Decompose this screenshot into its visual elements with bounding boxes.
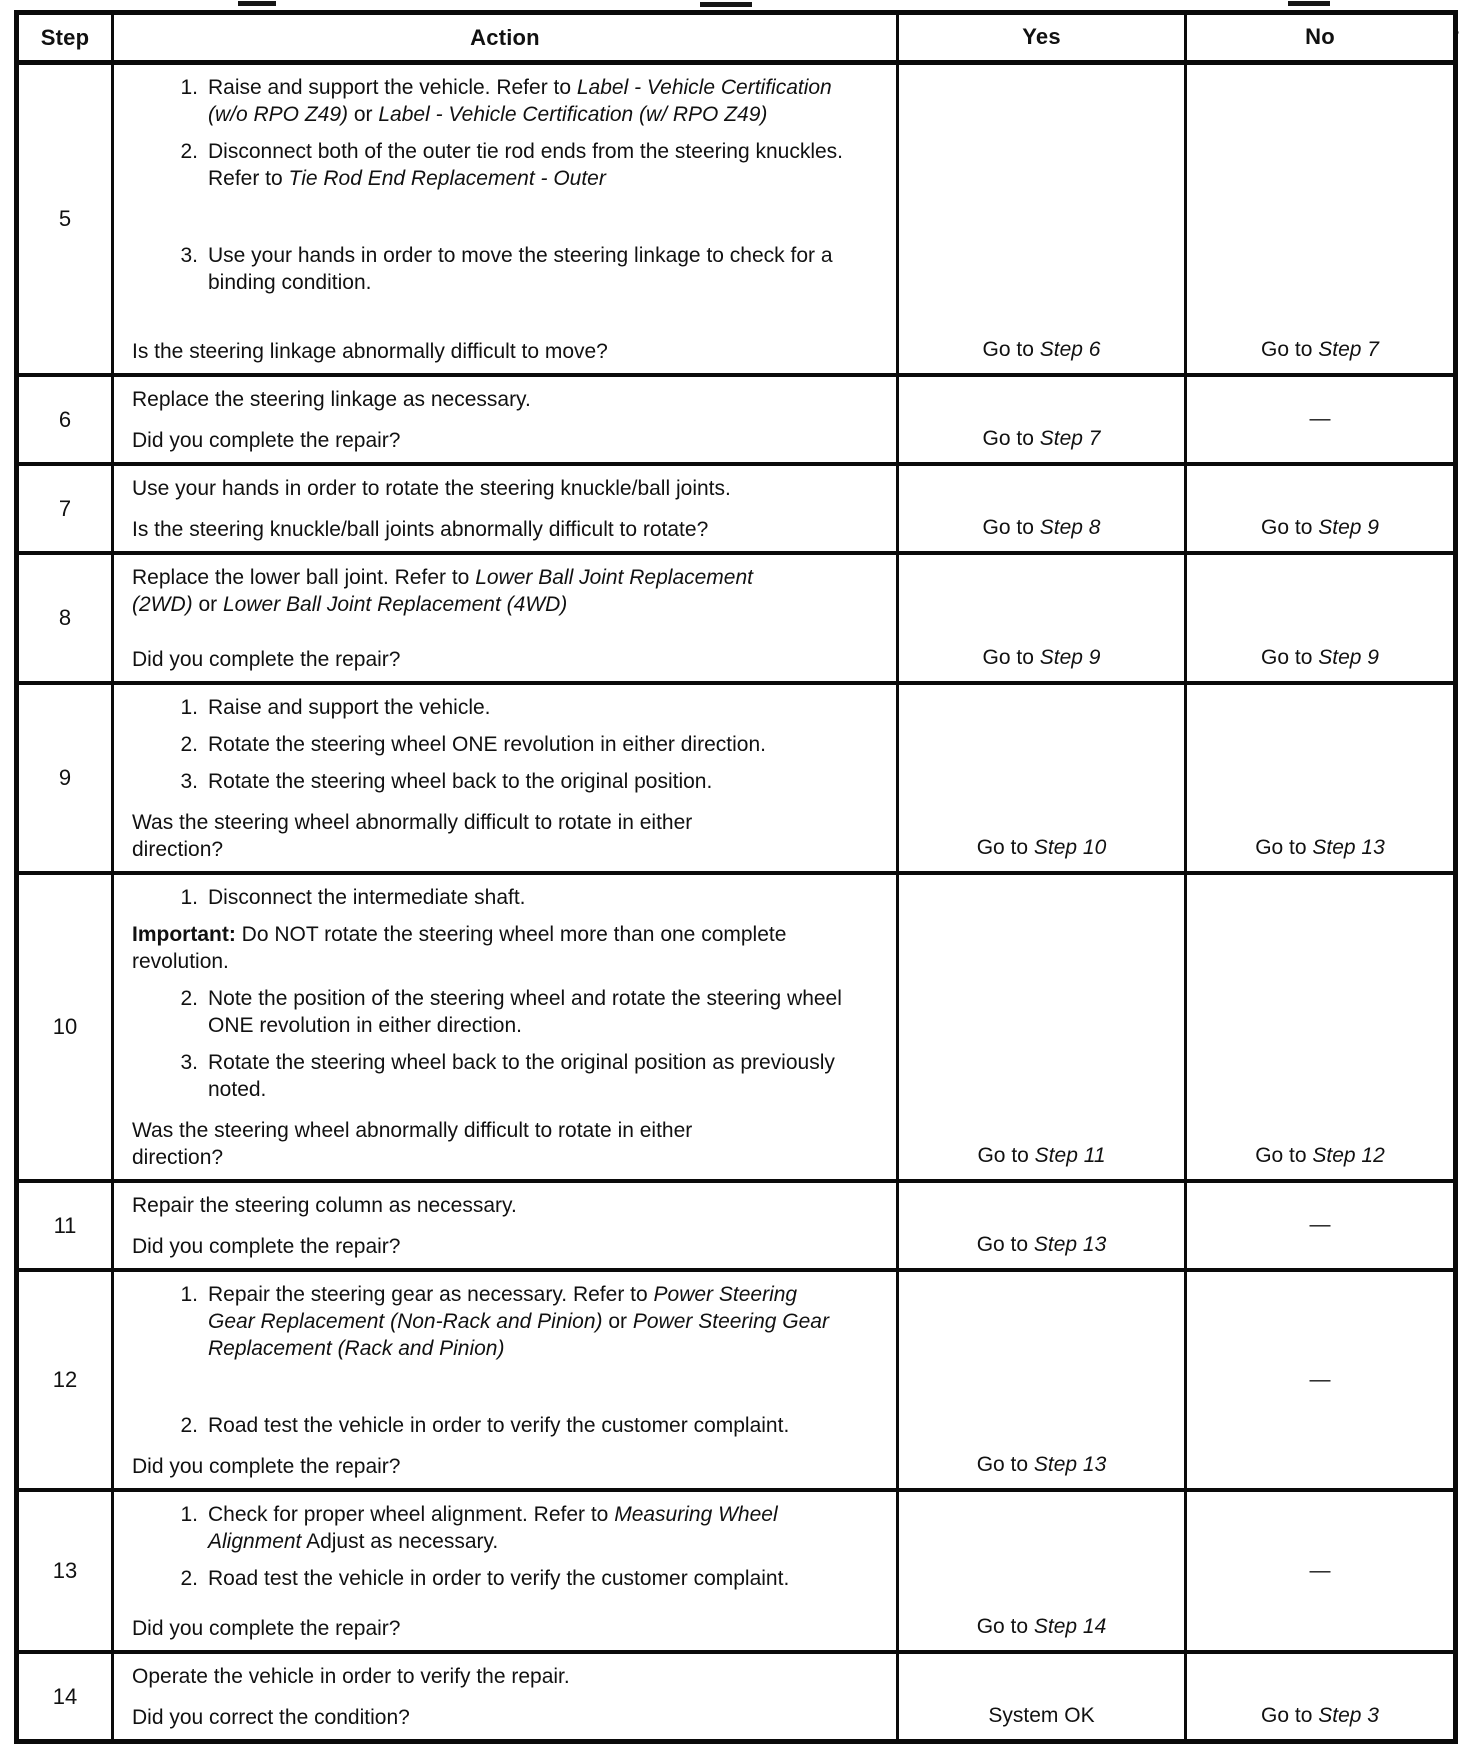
text-segment: Did you complete the repair? <box>132 1455 401 1478</box>
text-segment: Rotate the steering wheel back to the original position as previously noted. <box>208 1051 835 1101</box>
yes-directive <box>983 425 1101 452</box>
yes-directive <box>977 1231 1107 1258</box>
text-segment: Go to <box>1261 1704 1319 1727</box>
text-segment: Repair the steering column as necessary. <box>132 1194 517 1217</box>
text-segment: Step 7 <box>1039 427 1101 450</box>
action-paragraph <box>132 921 787 975</box>
action-paragraph <box>132 564 787 618</box>
no-directive <box>1261 1702 1379 1729</box>
table-row <box>19 377 1453 466</box>
text-segment: Step 13 <box>1033 1453 1107 1476</box>
text-segment: Step 9 <box>1318 516 1379 539</box>
item-text <box>208 1412 789 1439</box>
no-column-header: No <box>1184 15 1453 60</box>
yes-directive <box>983 336 1101 363</box>
text-segment: Lower Ball Joint Replacement (2WD) <box>132 566 753 616</box>
text-segment: Label - Vehicle Certification (w/ RPO Z49) <box>378 103 768 126</box>
no-cell <box>1184 1272 1453 1488</box>
text-segment: Power Steering Gear Replacement (Rack and Pinion) <box>208 1310 829 1360</box>
yes-directive <box>977 1142 1105 1169</box>
step-column-header: Step <box>40 24 90 50</box>
table-row <box>19 466 1453 555</box>
item-number: 1. <box>180 76 198 99</box>
text-segment: Go to <box>1255 1144 1313 1167</box>
yes-cell <box>896 1654 1184 1739</box>
action-cell <box>111 377 896 462</box>
yes-cell <box>896 1272 1184 1488</box>
text-segment: or <box>602 1310 633 1333</box>
text-segment: Measuring Wheel Alignment <box>208 1503 778 1553</box>
text-segment: Label - Vehicle Certification (w/o RPO Z49) <box>208 76 832 126</box>
numbered-item <box>132 768 886 795</box>
text-segment: Tie Rod End Replacement - Outer <box>288 167 606 190</box>
item-number: 1. <box>180 1283 198 1306</box>
text-segment: Go to <box>982 516 1040 539</box>
item-text <box>208 1501 848 1555</box>
step-number: 6 <box>58 406 72 432</box>
numbered-item <box>132 1412 886 1439</box>
numbered-item <box>132 884 886 911</box>
text-segment: Disconnect the intermediate shaft. <box>208 886 526 909</box>
no-directive <box>1255 1142 1385 1169</box>
text-segment: Step 6 <box>1039 338 1101 361</box>
text-segment: Go to <box>1261 646 1319 669</box>
action-cell <box>111 466 896 551</box>
action-question <box>132 1700 787 1731</box>
item-text <box>208 1565 789 1592</box>
yes-cell <box>896 555 1184 681</box>
numbered-item <box>132 1501 886 1555</box>
no-cell <box>1184 377 1453 462</box>
text-segment: or <box>192 593 223 616</box>
action-cell <box>111 555 896 681</box>
text-segment: Step 13 <box>1033 1233 1107 1256</box>
text-segment: Was the steering wheel abnormally difficult to rotate in either direction? <box>132 811 693 861</box>
no-cell <box>1184 555 1453 681</box>
no-cell <box>1184 1492 1453 1650</box>
action-cell <box>111 65 896 373</box>
text-segment: Replace the lower ball joint. Refer to <box>132 566 476 589</box>
text-segment: Replace the steering linkage as necessary. <box>132 388 531 411</box>
text-segment: Important: <box>132 923 236 946</box>
no-cell <box>1184 466 1453 551</box>
text-segment: Step 14 <box>1033 1615 1107 1638</box>
yes-directive <box>983 644 1101 671</box>
text-segment: Raise and support the vehicle. <box>208 696 491 719</box>
yes-cell <box>896 1183 1184 1268</box>
text-segment: Step 10 <box>1033 836 1107 859</box>
action-question <box>132 1229 787 1260</box>
yes-directive <box>983 514 1101 541</box>
item-number: 1. <box>180 886 198 909</box>
item-number: 3. <box>180 244 198 267</box>
action-cell <box>111 875 896 1179</box>
text-segment: Did you complete the repair? <box>132 1235 401 1258</box>
numbered-item <box>132 1281 886 1362</box>
yes-directive <box>977 834 1107 861</box>
text-segment: Raise and support the vehicle. Refer to <box>208 76 577 99</box>
text-segment: Go to <box>1255 836 1313 859</box>
action-question <box>132 423 787 454</box>
action-question <box>132 642 787 673</box>
yes-cell <box>896 685 1184 871</box>
text-segment: Go to <box>976 1615 1034 1638</box>
item-number: 2. <box>180 1567 198 1590</box>
action-cell <box>111 685 896 871</box>
item-text <box>208 242 848 296</box>
numbered-item <box>132 731 886 758</box>
text-segment: Did you complete the repair? <box>132 429 401 452</box>
text-segment: Step 7 <box>1318 338 1379 361</box>
text-segment: Go to <box>982 427 1040 450</box>
no-directive <box>1255 834 1385 861</box>
action-question <box>132 512 787 543</box>
text-segment: Go to <box>976 1453 1034 1476</box>
action-paragraph <box>132 1663 787 1690</box>
item-text <box>208 768 712 795</box>
action-cell <box>111 1654 896 1739</box>
no-cell <box>1184 1654 1453 1739</box>
action-cell <box>111 1492 896 1650</box>
em-dash: — <box>1309 1558 1331 1582</box>
text-segment: Step 9 <box>1039 646 1101 669</box>
text-segment: Step 11 <box>1034 1144 1106 1167</box>
text-segment: Go to <box>982 646 1040 669</box>
text-segment: Step 8 <box>1039 516 1101 539</box>
action-column-header: Action <box>111 15 896 60</box>
yes-column-header: Yes <box>896 15 1184 60</box>
numbered-item <box>132 1565 886 1592</box>
no-directive <box>1261 336 1379 363</box>
step-number: 9 <box>58 765 72 790</box>
table-row <box>19 685 1453 875</box>
item-number: 3. <box>180 1051 198 1074</box>
text-segment: Go to <box>976 1233 1034 1256</box>
item-number: 2. <box>180 1414 198 1437</box>
item-number: 3. <box>180 770 198 793</box>
numbered-item <box>132 694 886 721</box>
text-segment: Check for proper wheel alignment. Refer to <box>208 1503 615 1526</box>
action-question <box>132 1611 787 1642</box>
no-cell <box>1184 685 1453 871</box>
text-segment: Go to <box>977 1144 1035 1167</box>
table-row <box>19 1492 1453 1654</box>
step-number: 12 <box>52 1367 78 1392</box>
no-cell <box>1184 65 1453 373</box>
table-row <box>19 1272 1453 1492</box>
table-header-row <box>19 15 1453 65</box>
table-row <box>19 875 1453 1183</box>
numbered-item <box>132 242 886 296</box>
numbered-item <box>132 74 886 128</box>
table-row <box>19 1654 1453 1739</box>
item-number: 1. <box>180 696 198 719</box>
item-number: 2. <box>180 987 198 1010</box>
step-number: 5 <box>58 206 72 231</box>
action-paragraph <box>132 475 787 502</box>
item-number: 1. <box>180 1503 198 1526</box>
step-number: 7 <box>58 495 72 521</box>
table-row <box>19 555 1453 685</box>
text-segment: Was the steering wheel abnormally difficult to rotate in either direction? <box>132 1119 693 1169</box>
numbered-item <box>132 1049 886 1103</box>
text-segment: Go to <box>976 836 1034 859</box>
table-row <box>19 65 1453 377</box>
item-text <box>208 1281 848 1362</box>
action-cell <box>111 1272 896 1488</box>
yes-directive <box>977 1613 1107 1640</box>
no-directive <box>1261 644 1379 671</box>
item-number: 2. <box>180 733 198 756</box>
text-segment: Is the steering knuckle/ball joints abnormally difficult to rotate? <box>132 518 709 541</box>
text-segment: Use your hands in order to rotate the steering knuckle/ball joints. <box>132 477 731 500</box>
item-number: 2. <box>180 140 198 163</box>
action-question <box>132 1113 787 1171</box>
em-dash: — <box>1309 407 1331 430</box>
text-segment: System OK <box>988 1704 1095 1727</box>
numbered-item <box>132 985 886 1039</box>
no-cell <box>1184 875 1453 1179</box>
yes-cell <box>896 466 1184 551</box>
item-text <box>208 985 848 1039</box>
text-segment: Do NOT rotate the steering wheel more than one complete revolution. <box>132 923 787 973</box>
item-text <box>208 1049 848 1103</box>
text-segment: Power Steering Gear Replacement (Non-Rack and Pinion) <box>208 1283 798 1333</box>
text-segment: Did you complete the repair? <box>132 1617 401 1640</box>
text-segment: Road test the vehicle in order to verify the customer complaint. <box>208 1567 790 1590</box>
yes-directive <box>977 1451 1107 1478</box>
yes-directive <box>988 1702 1094 1729</box>
item-text <box>208 694 491 721</box>
step-number: 10 <box>52 1014 78 1039</box>
step-number: 14 <box>52 1683 78 1709</box>
numbered-item <box>132 138 886 192</box>
text-segment: Use your hands in order to move the steering linkage to check for a binding condition. <box>208 244 833 294</box>
yes-cell <box>896 65 1184 373</box>
text-segment: Is the steering linkage abnormally difficult to move? <box>132 340 608 363</box>
step-number: 13 <box>52 1558 78 1583</box>
text-segment: Note the position of the steering wheel and rotate the steering wheel ONE revolution in either direction. <box>208 987 842 1037</box>
text-segment: or <box>348 103 379 126</box>
item-text <box>208 884 526 911</box>
text-segment: Step 3 <box>1318 1704 1379 1727</box>
item-text <box>208 731 766 758</box>
item-text <box>208 74 848 128</box>
text-segment: Did you complete the repair? <box>132 648 401 671</box>
text-segment: Did you correct the condition? <box>132 1706 410 1729</box>
no-cell <box>1184 1183 1453 1268</box>
action-paragraph <box>132 386 787 413</box>
text-segment: Disconnect both of the outer tie rod ends from the steering knuckles. Refer to <box>208 140 844 190</box>
action-question <box>132 805 787 863</box>
text-segment: Operate the vehicle in order to verify the repair. <box>132 1665 570 1688</box>
em-dash: — <box>1309 1367 1331 1391</box>
step-number: 11 <box>53 1212 77 1238</box>
yes-cell <box>896 875 1184 1179</box>
text-segment: Lower Ball Joint Replacement (4WD) <box>223 593 568 616</box>
text-segment: Go to <box>982 338 1040 361</box>
item-text <box>208 138 848 192</box>
no-directive <box>1261 514 1379 541</box>
text-segment: Road test the vehicle in order to verify the customer complaint. <box>208 1414 790 1437</box>
action-question <box>132 1449 787 1480</box>
text-segment: Repair the steering gear as necessary. Refer to <box>208 1283 654 1306</box>
yes-cell <box>896 1492 1184 1650</box>
text-segment: Rotate the steering wheel back to the original position. <box>208 770 713 793</box>
diagnostic-table <box>14 10 1458 1744</box>
step-number: 8 <box>58 605 72 630</box>
text-segment: Adjust as necessary. <box>301 1530 499 1553</box>
text-segment: Rotate the steering wheel ONE revolution in either direction. <box>208 733 766 756</box>
text-segment: Go to <box>1261 338 1319 361</box>
text-segment: Step 12 <box>1312 1144 1385 1167</box>
action-paragraph <box>132 1192 787 1219</box>
action-cell <box>111 1183 896 1268</box>
text-segment: Step 9 <box>1318 646 1379 669</box>
action-question <box>132 334 787 365</box>
yes-cell <box>896 377 1184 462</box>
table-row <box>19 1183 1453 1272</box>
text-segment: Go to <box>1261 516 1319 539</box>
em-dash: — <box>1309 1213 1331 1236</box>
text-segment: Step 13 <box>1312 836 1385 859</box>
